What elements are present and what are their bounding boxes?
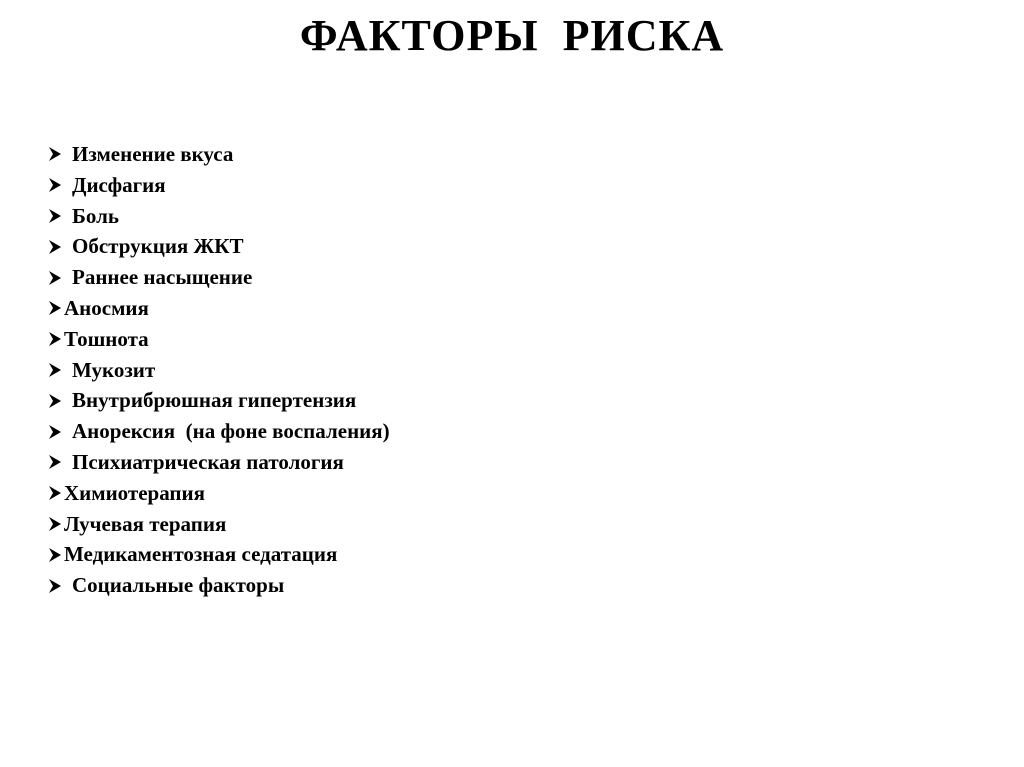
arrowhead-bullet-icon	[48, 486, 62, 500]
arrowhead-bullet-icon	[48, 240, 62, 254]
list-item	[48, 416, 390, 447]
arrowhead-bullet-icon	[48, 301, 62, 315]
list-item	[48, 570, 390, 601]
arrowhead-bullet-icon	[48, 517, 62, 531]
list-item	[48, 355, 390, 386]
list-item-label: Медикаментозная седатация	[64, 542, 338, 567]
arrowhead-bullet-icon	[48, 332, 62, 346]
list-item	[48, 262, 390, 293]
list-item-label: Аносмия	[64, 295, 149, 320]
arrowhead-bullet-icon	[48, 147, 62, 161]
arrowhead-bullet-icon	[48, 425, 62, 439]
arrowhead-bullet-icon	[48, 394, 62, 408]
list-item	[48, 231, 390, 262]
list-item-label: Анорексия (на фоне воспаления)	[72, 419, 390, 444]
list-item	[48, 509, 390, 540]
list-item	[48, 539, 390, 570]
arrowhead-bullet-icon	[48, 363, 62, 377]
list-item-label: Психиатрическая патология	[72, 449, 344, 474]
list-item-label: Изменение вкуса	[72, 142, 234, 166]
list-item-label: Социальные факторы	[72, 573, 285, 598]
risk-factor-list	[48, 139, 390, 601]
arrowhead-bullet-icon	[48, 548, 62, 562]
list-item	[48, 478, 390, 509]
list-item	[48, 385, 390, 416]
arrowhead-bullet-icon	[48, 579, 62, 593]
list-item	[48, 324, 390, 355]
list-item	[48, 293, 390, 324]
list-item-label: Дисфагия	[72, 172, 166, 197]
arrowhead-bullet-icon	[48, 455, 62, 469]
arrowhead-bullet-icon	[48, 178, 62, 192]
list-item-label: Мукозит	[72, 357, 156, 382]
list-item-label: Тошнота	[64, 326, 149, 351]
list-item-label: Внутрибрюшная гипертензия	[72, 388, 357, 413]
list-item	[48, 447, 390, 478]
list-item-label: Раннее насыщение	[72, 265, 253, 290]
arrowhead-bullet-icon	[48, 271, 62, 285]
list-item	[48, 201, 390, 232]
list-item-label: Боль	[72, 203, 119, 228]
list-item-label: Лучевая терапия	[64, 511, 227, 536]
arrowhead-bullet-icon	[48, 209, 62, 223]
slide-title: ФАКТОРЫ РИСКА	[299, 11, 725, 60]
list-item-label: Обструкция ЖКТ	[72, 234, 244, 259]
list-item	[48, 170, 390, 201]
list-item	[48, 139, 390, 170]
list-item-label: Химиотерапия	[64, 480, 205, 505]
